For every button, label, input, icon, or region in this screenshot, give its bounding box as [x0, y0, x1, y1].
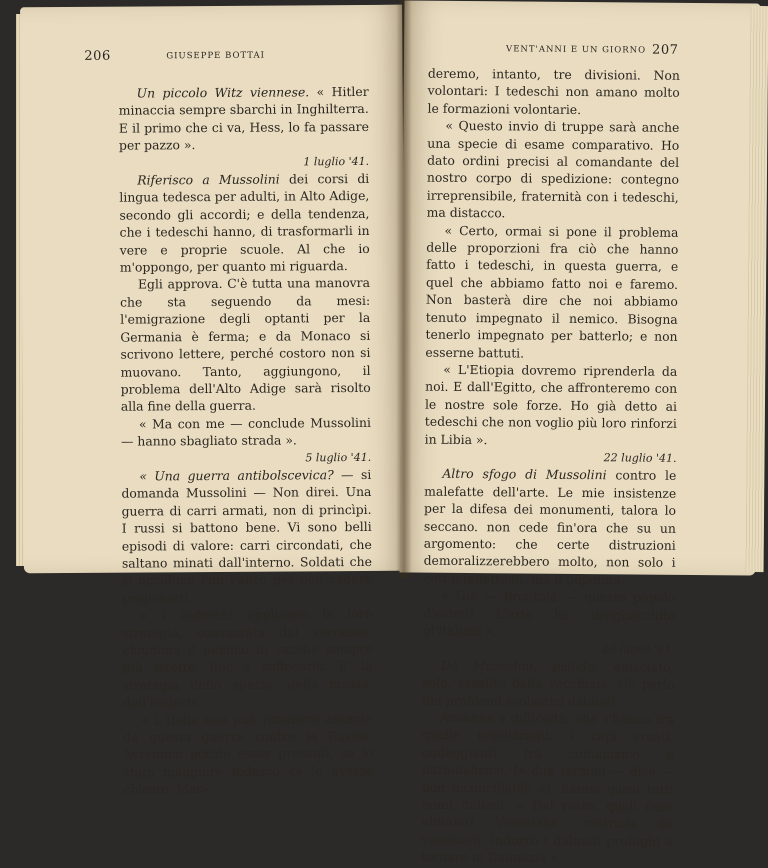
paragraph: « Una guerra antibolscevica? — si domanda Mussolini — Non direi. Una guerra di carri armati, non di princìpi. I russi si battono bene. Vi sono belli episodi di valore: carri circondati, che saltano minati dall'interno. Soldati che si uccidono l'un l'altro per non cadere prigionieri. — [121, 466, 373, 606]
paragraph: « Questo invio di truppe sarà anche una specie di esame comparativo. Ho dato ordini precisi al comandante del nostro corpo di spedizione: contegno irreprensibile, fraternità con i tedeschi, ma distacco. — [426, 118, 680, 221]
paragraph: Accenna a difficoltà, che s'hanno tra quelle popolazioni. I capi croati, ondeggianti tra comunismo e nazionalismo, (« due termini — dice — non inconciliabili »), hanno quasi tutti nomi italiani. « Del resto, quali case abitano? Veneziane, costruite da veneziani. Indurrò i dalmati profughi a tornare in Dalmazia ». — [420, 709, 675, 866]
right-page-edges — [746, 6, 768, 572]
entry-date: 1 luglio '41. — [303, 154, 370, 168]
paragraph: Da Mussolini, pallido, emaciato, solo, assalito dalla vecchiaia. Gli parlo dei problemi scolastici dalmati. — [422, 657, 675, 709]
entry-date: 23 luglio '41. — [601, 642, 675, 657]
right-page-number: 207 — [652, 42, 679, 58]
left-page-number: 206 — [84, 48, 111, 64]
paragraph: « Ma con me — conclude Mussolini — hanno sbagliato strada ». — [121, 414, 371, 449]
paragraph: Egli approva. C'è tutta una manovra che sta seguendo da mesi: l'emigrazione degli optanti per la Germania è ferma; e da Monaco si scrivono lettere, perché costoro non si muovano. Tanto, aggiungono, il problema dell'Alto Adige sarà risolto alla fine della guerra. — [120, 275, 371, 414]
entry-date: 5 luglio '41. — [305, 450, 372, 464]
paragraph: « L'Etiopia dovremo riprenderla da noi. E dall'Egitto, che affronteremo con le nostre sole forze. Ho già detto ai tedeschi che non voglio più loro rinforzi in Libia ». — [424, 361, 678, 447]
right-header — [404, 40, 760, 63]
paragraph: deremo, intanto, tre divisioni. Non volontari: I tedeschi non amano molto le formazioni volontarie. — [427, 65, 680, 117]
paragraph: « Già — brontola — questo popolo d'esteti! L'arte ha invigliacchito gl'italiani ». — [422, 587, 676, 639]
paragraph: Un piccolo Witz viennese. « Hitler minaccia sempre sbarchi in Inghilterra. E il primo che ci va, Hess, lo fa passare per pazzo ». — [118, 83, 369, 153]
book-gutter — [396, 0, 412, 578]
right-text-block — [421, 65, 680, 868]
left-header — [20, 47, 402, 70]
paragraph: Altro sfogo di Mussolini contro le malefatte dell'arte. Le mie insistenze per la difesa dei monumenti, talora lo seccano. non cede fin'ora che su un argomento: che certe distruzioni demoralizzerebbero molto, non solo i ceti intellettuali, ma il popolino. — [423, 466, 677, 588]
entry-date: 22 luglio '41. — [603, 451, 677, 465]
paragraph: « I tedeschi applicano la loro strategia, consacrata dal successo: chiudono il nemico in sacche sempre più strette, fino a soffocarlo. E' la strategia dello spazio, della massa, dell'audacia. — [122, 606, 373, 710]
paragraph: Riferisco a Mussolini dei corsi di lingua tedesca per adulti, in Alto Adige, secondo gli accordi; e della tendenza, che i tedeschi hanno, di trasformarli in vere e proprie scuole. Al che io m'oppongo, per quanto mi riguarda. — [119, 170, 370, 275]
paragraph: « Certo, ormai si pone il problema delle proporzioni fra ciò che hanno fatto i tedeschi, in questa guerra, e quel che abbiamo fatto noi e faremo. Non basterà dire che noi abbiamo tenuto impegnato il nemico. Bisogna tenerlo impegnato per batterlo; e non esserne battuti. — [425, 222, 679, 361]
left-text-block — [119, 83, 374, 798]
right-running-head: VENT'ANNI E UN GIORNO — [506, 44, 647, 56]
left-running-head: GIUSEPPE BOTTAI — [166, 50, 266, 62]
paragraph: « L'Italia non può rimanere assente da questa guerra contro la Russia. Avremmo potuto esser presenti, se lo stato maggiore tedesco ce lo avesse chiesto. Man- — [123, 710, 374, 797]
right-page — [400, 0, 761, 866]
left-page — [20, 5, 406, 797]
